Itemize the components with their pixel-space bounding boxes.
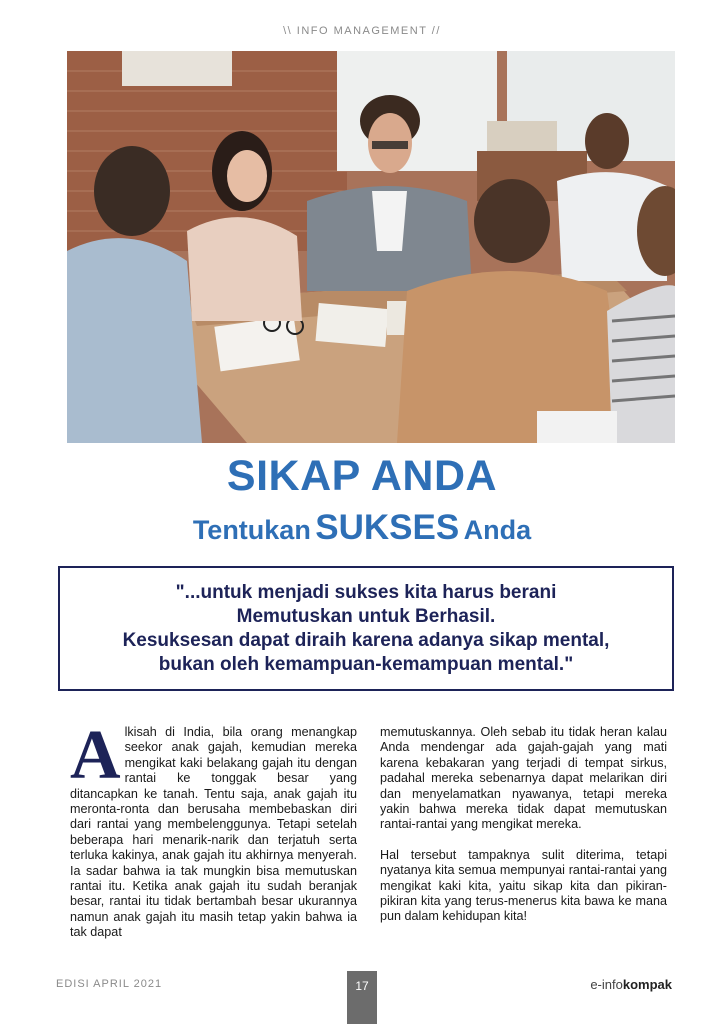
page-number: 17 <box>347 971 377 1024</box>
article-paragraph: Hal tersebut tampaknya sulit diterima, tetapi nyatanya kita semua mempunyai rantai-rantai yang mengikat kaki kita, yaitu sikap kita dan pikiran-pikiran kita yang terus-menerus kita bawa ke mana pun dalam kehidupan kita! <box>380 847 667 924</box>
meeting-photo <box>67 51 675 443</box>
subtitle-prefix: Tentukan <box>192 515 311 545</box>
quote-line: "...untuk menjadi sukses kita harus berani <box>175 581 557 603</box>
drop-cap: A <box>70 717 121 794</box>
edition-label: EDISI APRIL 2021 <box>56 978 163 990</box>
article-paragraph: memutuskannya. Oleh sebab itu tidak heran kalau Anda mendengar ada gajah-gajah yang mati karena kebakaran yang terjadi di tempat sirkus, padahal mereka sebenarnya dapat melarikan diri dan menyelamatkan nyawanya, tetapi mereka yakin bahwa mereka tidak dapat memutuskan rantai-rantai yang mengikat mereka. <box>380 725 667 832</box>
brand-bold: kompak <box>622 977 672 992</box>
quote-line: bukan oleh kemampuan-kemampuan mental." <box>158 653 574 675</box>
subtitle-emphasis: SUKSES <box>315 508 460 547</box>
paragraph-text: lkisah di India, bila orang menangkap seekor anak gajah, kemudian mereka mengikat kaki belakang gajah itu dengan rantai ke tonggak besar yang ditancapkan ke tanah. Tentu saja, anak gajah itu meronta-ronta dan berusaha membebaskan diri dari rantai yang membelenggunya. Tetapi setelah beberapa hari menarik-narik dan terjatuh serta terluka kakinya, anak gajah itu akhirnya menyerah. Ia sadar bahwa ia tak mungkin bisa memutuskan rantai itu. Ketika anak gajah itu sudah beranjak besar, rantai itu tidak bertambah besar ukurannya namun anak gajah itu masih tetap yakin bahwa ia tak dapat <box>70 725 357 940</box>
article-column-right <box>380 725 667 940</box>
brand-prefix: e-info <box>590 977 623 992</box>
quote-line: Kesuksesan dapat diraih karena adanya sikap mental, <box>122 629 610 651</box>
article-subtitle <box>0 508 724 548</box>
article-paragraph <box>70 717 357 941</box>
article-column-left <box>70 717 357 956</box>
brand-logo <box>590 977 672 992</box>
section-header: \\ INFO MANAGEMENT // <box>283 25 441 37</box>
article-title: SIKAP ANDA <box>226 452 498 500</box>
subtitle-suffix: Anda <box>463 515 532 545</box>
quote-line: Memutuskan untuk Berhasil. <box>236 605 496 627</box>
pull-quote <box>58 566 674 691</box>
